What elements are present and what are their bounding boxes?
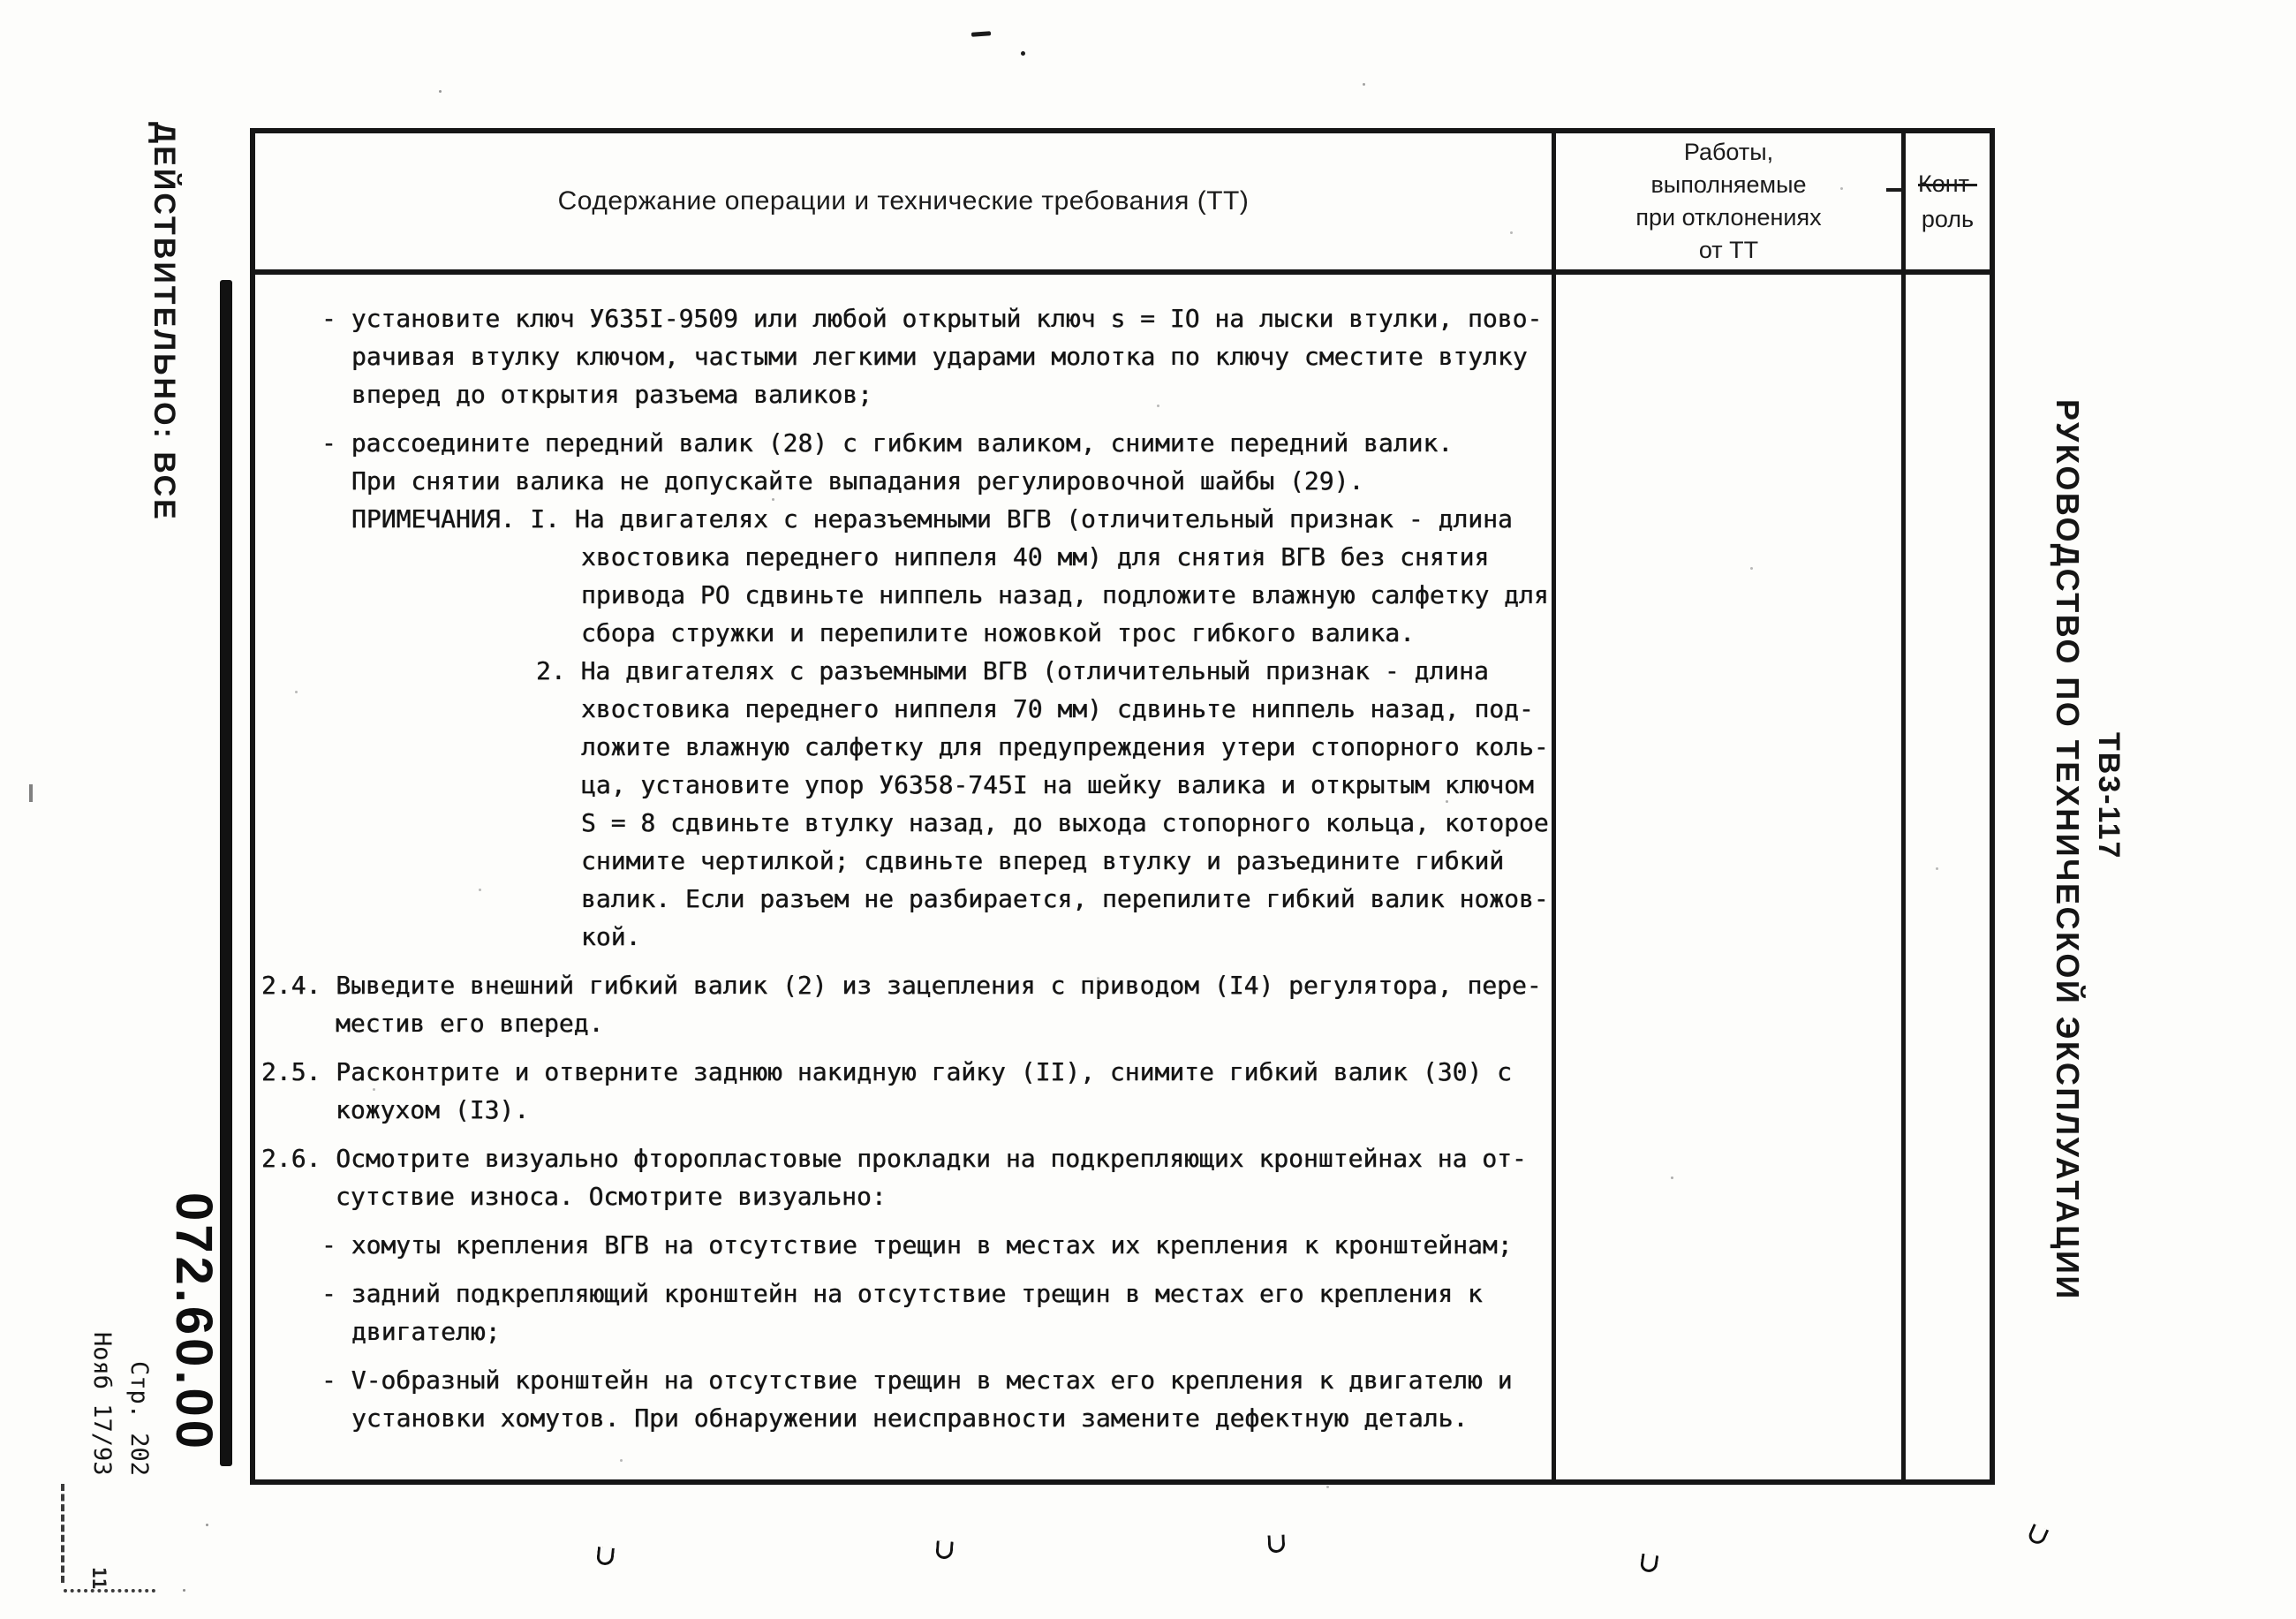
typewritten-text-line: хвостовика переднего ниппеля 40 мм) для снятия ВГВ без снятия (581, 542, 1490, 571)
typewritten-text-line: - V-образный кронштейн на отсутствие трещин в местах его крепления к двигателю и (321, 1366, 1513, 1395)
typewritten-text-line: 2. На двигателях с разъемными ВГВ (отличительный признак - длина (536, 656, 1489, 685)
binding-hook-mark (2027, 1524, 2049, 1547)
scan-dashed-line (61, 1484, 64, 1583)
typewritten-text-line: S = 8 сдвиньте втулку назад, до выхода стопорного кольца, которое (581, 808, 1549, 837)
page-number-label: Стр. 202 (125, 1361, 153, 1477)
typewritten-text-line: ПРИМЕЧАНИЯ. I. На двигателях с неразъемными ВГВ (отличительный признак - длина (351, 504, 1513, 533)
typewritten-text-line: двигателю; (351, 1317, 501, 1346)
typewritten-text-line: местив его вперед. (336, 1009, 604, 1038)
engine-code-text: ТВ3-117 (2092, 732, 2126, 860)
typewritten-text-line: сбора стружки и перепилите ножовкой трос гибкого валика. (581, 618, 1416, 647)
header-deviation-line: при отклонениях (1635, 204, 1822, 231)
maintenance-operations-table (250, 128, 1995, 1485)
typewritten-text-line: вперед до открытия разъема валиков; (351, 380, 873, 409)
header-deviation-line: от ТТ (1698, 237, 1759, 263)
typewritten-text-line: 2.5. Расконтрите и отверните заднюю накидную гайку (II), снимите гибкий валик (30) с (261, 1057, 1513, 1086)
typewritten-text-line: кожухом (I3). (336, 1095, 530, 1124)
typewritten-text-line: ложите влажную салфетку для предупреждения утери стопорного коль- (581, 732, 1549, 761)
typewritten-text-line: установки хомутов. При обнаружении неисправности замените дефектную деталь. (351, 1403, 1469, 1433)
typewritten-text-line: - установите ключ У635I-9509 или любой открытый ключ s = IO на лыски втулки, пово- (321, 304, 1543, 333)
header-operations-column (255, 133, 1552, 275)
header-control-line: роль (1921, 206, 1975, 232)
typewritten-text-line: привода РО сдвиньте ниппель назад, подложите влажную салфетку для (581, 580, 1549, 609)
typewritten-text-line: - хомуты крепления ВГВ на отсутствие трещин в местах их крепления к кронштейнам; (321, 1230, 1513, 1260)
binding-hook-mark (935, 1540, 953, 1559)
scan-speckles (0, 0, 3, 3)
ata-chapter-number: 072.60.00 (165, 1192, 223, 1453)
header-deviation-line: выполняемые (1650, 171, 1807, 198)
control-cell (1901, 275, 1990, 1479)
scan-tick-mark (29, 784, 33, 802)
manual-title-text: РУКОВОДСТВО ПО ТЕХНИЧЕСКОЙ ЭКСПЛУАТАЦИИ (2050, 399, 2086, 1301)
header-deviation-works-column (1552, 133, 1901, 275)
header-control-column (1901, 133, 1990, 275)
validity-stamp-text: ДЕЙСТВИТЕЛЬНО: ВСЕ (147, 122, 181, 522)
typewritten-text-line: рачивая втулку ключом, частыми легкими ударами молотка по ключу сместите втулку (351, 342, 1528, 371)
typewritten-text-line: валик. Если разъем не разбирается, перепилите гибкий валик ножов- (581, 884, 1549, 913)
typewritten-text-line: 2.4. Выведите внешний гибкий валик (2) из зацепления с приводом (I4) регулятора, пере- (261, 971, 1542, 1000)
typewritten-text-line: хвостовика переднего ниппеля 70 мм) сдвиньте ниппель назад, под- (581, 694, 1534, 723)
header-deviation-line: Работы, (1683, 139, 1774, 165)
typewritten-text-line: сутствие износа. Осмотрите визуально: (336, 1182, 887, 1211)
typewritten-text-line: - рассоедините передний валик (28) с гибким валиком, снимите передний валик. (321, 428, 1454, 458)
typewritten-text-line: - задний подкрепляющий кронштейн на отсутствие трещин в местах его крепления к (321, 1279, 1483, 1308)
header-operations-label: Содержание операции и технические требования (ТТ) (557, 186, 1250, 216)
header-control-line: Конт- (1917, 170, 1977, 197)
revision-date-label: Нояб 17/93 (88, 1332, 116, 1476)
scan-dot-mark (1021, 51, 1025, 56)
operations-text-cell (255, 275, 1552, 1479)
typewritten-text-line: 2.6. Осмотрите визуально фторопластовые прокладки на подкрепляющих кронштейнах на от- (261, 1144, 1527, 1173)
scan-dash-mark (971, 31, 991, 37)
binding-hook-mark (596, 1547, 615, 1566)
typewritten-text-line: ца, установите упор У6358-745I на шейку валика и открытым ключом (581, 770, 1534, 799)
deviation-works-cell (1552, 275, 1901, 1479)
scan-tick-mark (1886, 188, 1904, 192)
binding-hook-mark (1267, 1535, 1285, 1554)
typewritten-text-line: кой. (581, 922, 641, 951)
scan-dotted-line (64, 1589, 155, 1593)
typewritten-text-line: снимите чертилкой; сдвиньте вперед втулку и разъедините гибкий (581, 846, 1505, 875)
typewritten-text-line: При снятии валика не допускайте выпадания регулировочной шайбы (29). (351, 466, 1364, 496)
edge-mark-text: 11 (88, 1567, 110, 1590)
binding-hook-mark (1640, 1554, 1659, 1573)
